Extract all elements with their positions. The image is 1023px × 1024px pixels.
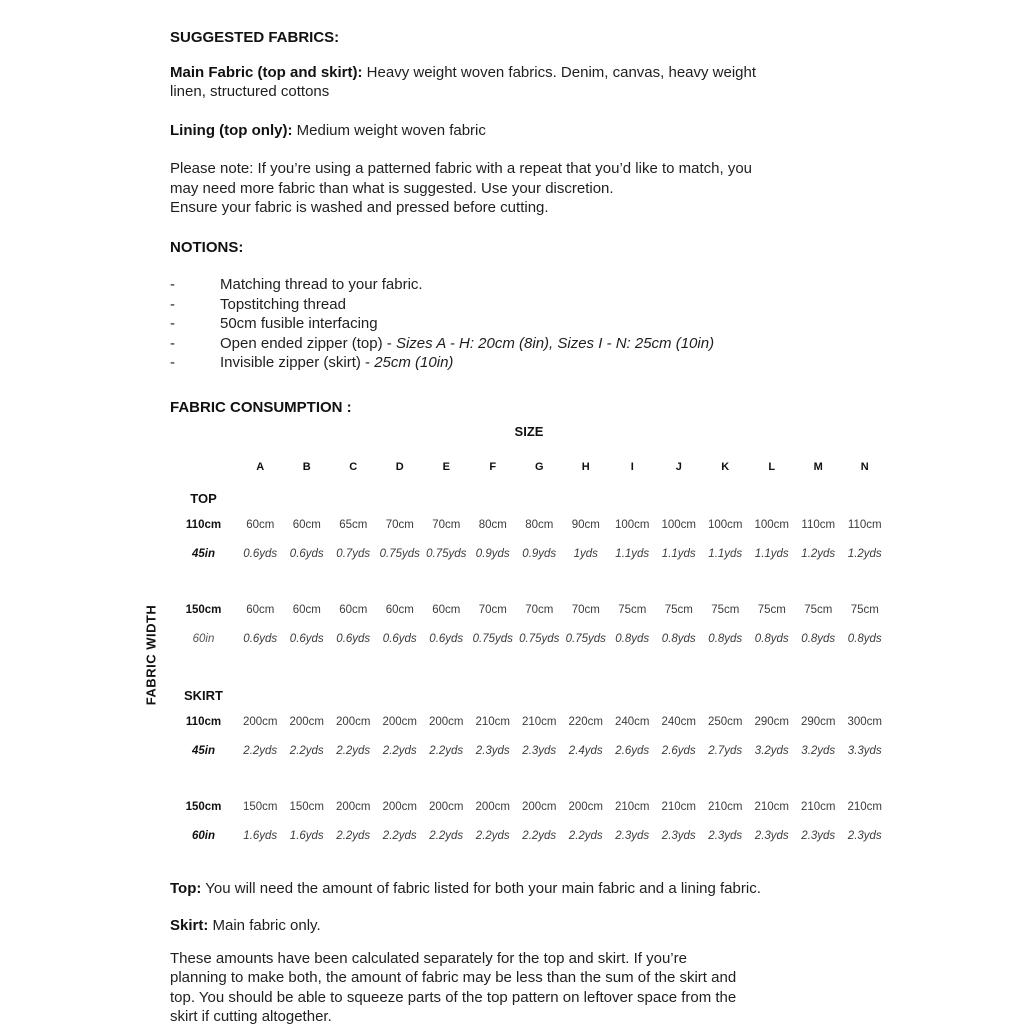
value-cell: 2.2yds [429,830,464,842]
value-cell: 150cm [242,800,278,813]
size-letter: H [581,461,590,473]
value-cell: 60cm [292,518,321,531]
value-cell: 0.9yds [522,548,557,560]
value-cell: 65cm [339,518,368,531]
lining-paragraph [170,121,890,141]
footer-skirt-note [170,916,890,936]
value-cell: 210cm [661,800,697,813]
value-cell: 2.6yds [615,745,650,757]
value-cell: 2.2yds [382,745,417,757]
value-cell: 70cm [385,518,414,531]
value-cell: 100cm [754,518,790,531]
fabric-consumption-heading: FABRIC CONSUMPTION : [170,398,352,416]
notions-item [170,295,890,315]
value-cell: 210cm [475,715,511,728]
value-cell: 2.2yds [429,745,464,757]
size-letters-row [170,458,890,478]
value-cell: 2.3yds [522,745,557,757]
table-row [170,601,890,621]
value-cell: 200cm [521,800,557,813]
value-cell: 60cm [339,603,368,616]
main-fabric-paragraph [170,63,875,102]
size-letter: K [721,461,730,473]
value-cell: 210cm [614,800,650,813]
table-row [170,798,890,818]
fabric-width-row-label: 60in [192,633,215,645]
value-cell: 150cm [289,800,325,813]
value-cell: 1.1yds [708,548,743,560]
fabric-width-axis-label: FABRIC WIDTH [143,604,159,706]
value-cell: 210cm [707,800,743,813]
notions-item [170,275,890,295]
fabric-width-row-label: 60in [191,830,215,842]
footer-top-note [170,879,890,899]
value-cell: 250cm [707,715,743,728]
section-header-row [170,688,890,703]
notions-item-text: Invisible zipper (skirt) - [220,354,375,371]
value-cell: 3.2yds [754,745,789,757]
size-letter: E [442,461,450,473]
fabric-width-row-label: 150cm [185,800,222,813]
size-letter: C [349,461,358,473]
value-cell: 200cm [242,715,278,728]
value-cell: 2.3yds [801,830,836,842]
footer-skirt-label: Skirt: [170,917,209,934]
value-cell: 0.8yds [847,633,882,645]
value-cell: 0.9yds [475,548,510,560]
main-fabric-line2: linen, structured cottons [170,83,330,100]
value-cell: 1.2yds [801,548,836,560]
value-cell: 220cm [568,715,604,728]
value-cell: 75cm [804,603,833,616]
bullet-dash: - [170,315,175,332]
value-cell: 1.2yds [847,548,882,560]
value-cell: 2.3yds [708,830,743,842]
size-letter: M [813,461,823,473]
note-paragraph [170,159,890,218]
value-cell: 1.1yds [661,548,696,560]
footer-paragraph-line: planning to make both, the amount of fabric may be less than the sum of the skirt and [170,969,737,986]
value-cell: 0.8yds [615,633,650,645]
value-cell: 0.75yds [519,633,560,645]
value-cell: 2.7yds [708,745,743,757]
value-cell: 2.2yds [522,830,557,842]
value-cell: 2.2yds [243,745,278,757]
size-letter: N [860,461,869,473]
value-cell: 200cm [428,800,464,813]
size-letter: G [534,461,544,473]
value-cell: 70cm [525,603,554,616]
bullet-dash: - [170,354,175,371]
value-cell: 200cm [568,800,604,813]
lining-text: Medium weight woven fabric [292,121,486,139]
value-cell: 290cm [754,715,790,728]
notions-item-text: Topstitching thread [220,295,346,313]
value-cell: 0.75yds [379,548,420,560]
value-cell: 110cm [801,518,836,531]
value-cell: 3.3yds [847,745,882,757]
size-letter: J [675,461,682,473]
value-cell: 2.2yds [475,830,510,842]
value-cell: 75cm [618,603,647,616]
value-cell: 1.1yds [615,548,650,560]
fabric-width-row-label: 45in [191,745,215,757]
value-cell: 2.4yds [568,745,603,757]
value-cell: 210cm [800,800,836,813]
value-cell: 0.6yds [429,633,464,645]
footer-paragraph [170,949,875,1024]
fabric-consumption-table [170,424,890,847]
table-row [170,545,890,565]
value-cell: 0.8yds [754,633,789,645]
value-cell: 0.6yds [382,633,417,645]
value-cell: 2.3yds [475,745,510,757]
fabric-width-row-label: 150cm [185,603,222,616]
value-cell: 75cm [850,603,879,616]
value-cell: 60cm [246,603,275,616]
value-cell: 300cm [847,715,883,728]
value-cell: 100cm [661,518,697,531]
value-cell: 1.6yds [289,830,324,842]
bullet-dash: - [170,295,175,313]
table-row [170,630,890,650]
main-fabric-line1 [170,63,875,83]
value-cell: 240cm [661,715,697,728]
bullet-dash: - [170,276,175,293]
notions-list [170,275,890,373]
table-row [170,742,890,762]
notions-item [170,353,890,373]
value-cell: 2.2yds [336,830,371,842]
value-cell: 90cm [571,518,600,531]
value-cell: 70cm [478,603,507,616]
value-cell: 75cm [757,603,786,616]
value-cell: 240cm [614,715,650,728]
section-label: SKIRT [184,687,223,703]
footer-top-label: Top: [170,879,202,897]
value-cell: 60cm [385,603,414,616]
value-cell: 290cm [800,715,836,728]
notions-heading: NOTIONS: [170,238,244,256]
value-cell: 75cm [664,603,693,616]
value-cell: 60cm [246,518,275,531]
size-letter: A [256,461,265,473]
suggested-fabrics-heading: SUGGESTED FABRICS: [170,29,340,46]
value-cell: 70cm [571,603,600,616]
size-letter: I [630,461,634,473]
footer-paragraph-line: These amounts have been calculated separately for the top and skirt. If you’re [170,949,687,967]
main-fabric-text: Heavy weight woven fabrics. Denim, canvas, heavy weight [362,63,757,81]
table-row [170,827,890,847]
notions-item-text: 50cm fusible interfacing [220,315,378,332]
fabric-width-row-label: 45in [191,548,215,560]
value-cell: 200cm [428,715,464,728]
notions-item-text: Open ended zipper (top) - [220,334,396,352]
value-cell: 0.6yds [289,548,324,560]
value-cell: 2.2yds [336,745,371,757]
value-cell: 210cm [521,715,557,728]
page-content [170,0,890,1024]
value-cell: 0.8yds [661,633,696,645]
footer-paragraph-line: top. You should be able to squeeze parts of the top pattern on leftover space from the [170,988,737,1006]
value-cell: 100cm [707,518,743,531]
value-cell: 0.6yds [289,633,324,645]
fabric-width-row-label: 110cm [185,518,222,531]
value-cell: 0.75yds [565,633,606,645]
size-column-group-label: SIZE [514,424,544,439]
value-cell: 200cm [382,715,418,728]
value-cell: 0.7yds [336,548,371,560]
value-cell: 0.6yds [243,548,278,560]
value-cell: 0.6yds [336,633,371,645]
section-header-row [170,491,890,506]
value-cell: 60cm [292,603,321,616]
value-cell: 200cm [382,800,418,813]
value-cell: 80cm [525,518,554,531]
table-row [170,516,890,536]
value-cell: 200cm [475,800,511,813]
value-cell: 0.8yds [801,633,836,645]
table-row [170,713,890,733]
value-cell: 200cm [289,715,325,728]
notions-item-text: Matching thread to your fabric. [220,276,423,293]
value-cell: 75cm [711,603,740,616]
bullet-dash: - [170,334,175,352]
note-line-2: may need more fabric than what is suggested. Use your discretion. [170,179,614,197]
fabric-width-row-label: 110cm [185,715,222,728]
consumption-grid [170,458,890,847]
section-label: TOP [190,490,217,506]
value-cell: 1yds [573,548,598,560]
note-line-3: Ensure your fabric is washed and pressed before cutting. [170,199,549,216]
value-cell: 3.2yds [801,745,836,757]
value-cell: 200cm [335,800,371,813]
size-letter: L [768,461,776,473]
value-cell: 0.6yds [243,633,278,645]
main-fabric-label: Main Fabric (top and skirt): [170,63,363,81]
value-cell: 0.75yds [426,548,467,560]
note-line-1: Please note: If you’re using a patterned fabric with a repeat that you’d like to match, you [170,160,753,177]
value-cell: 2.2yds [289,745,324,757]
value-cell: 210cm [754,800,790,813]
value-cell: 70cm [432,518,461,531]
notions-item [170,334,890,354]
notions-item-detail: 25cm (10in) [374,354,454,371]
lining-label: Lining (top only): [170,121,293,139]
size-letter: D [395,461,404,473]
footer-top-text: You will need the amount of fabric listed for both your main fabric and a lining fabric. [201,879,761,897]
value-cell: 80cm [478,518,507,531]
value-cell: 60cm [432,603,461,616]
value-cell: 2.3yds [615,830,650,842]
value-cell: 0.8yds [708,633,743,645]
notions-item-detail: Sizes A - H: 20cm (8in), Sizes I - N: 25cm (10in) [395,334,715,352]
value-cell: 2.3yds [754,830,789,842]
size-letter: B [302,461,311,473]
value-cell: 2.3yds [661,830,696,842]
value-cell: 2.3yds [847,830,882,842]
size-letter: F [489,461,497,473]
value-cell: 2.2yds [382,830,417,842]
value-cell: 2.6yds [661,745,696,757]
footer-paragraph-line: skirt if cutting altogether. [170,1008,332,1024]
value-cell: 110cm [847,518,882,531]
value-cell: 200cm [335,715,371,728]
value-cell: 210cm [847,800,883,813]
value-cell: 1.6yds [243,830,278,842]
value-cell: 1.1yds [754,548,789,560]
notions-item [170,314,890,334]
footer-skirt-text: Main fabric only. [208,917,321,934]
value-cell: 0.75yds [472,633,513,645]
value-cell: 2.2yds [568,830,603,842]
value-cell: 100cm [614,518,650,531]
